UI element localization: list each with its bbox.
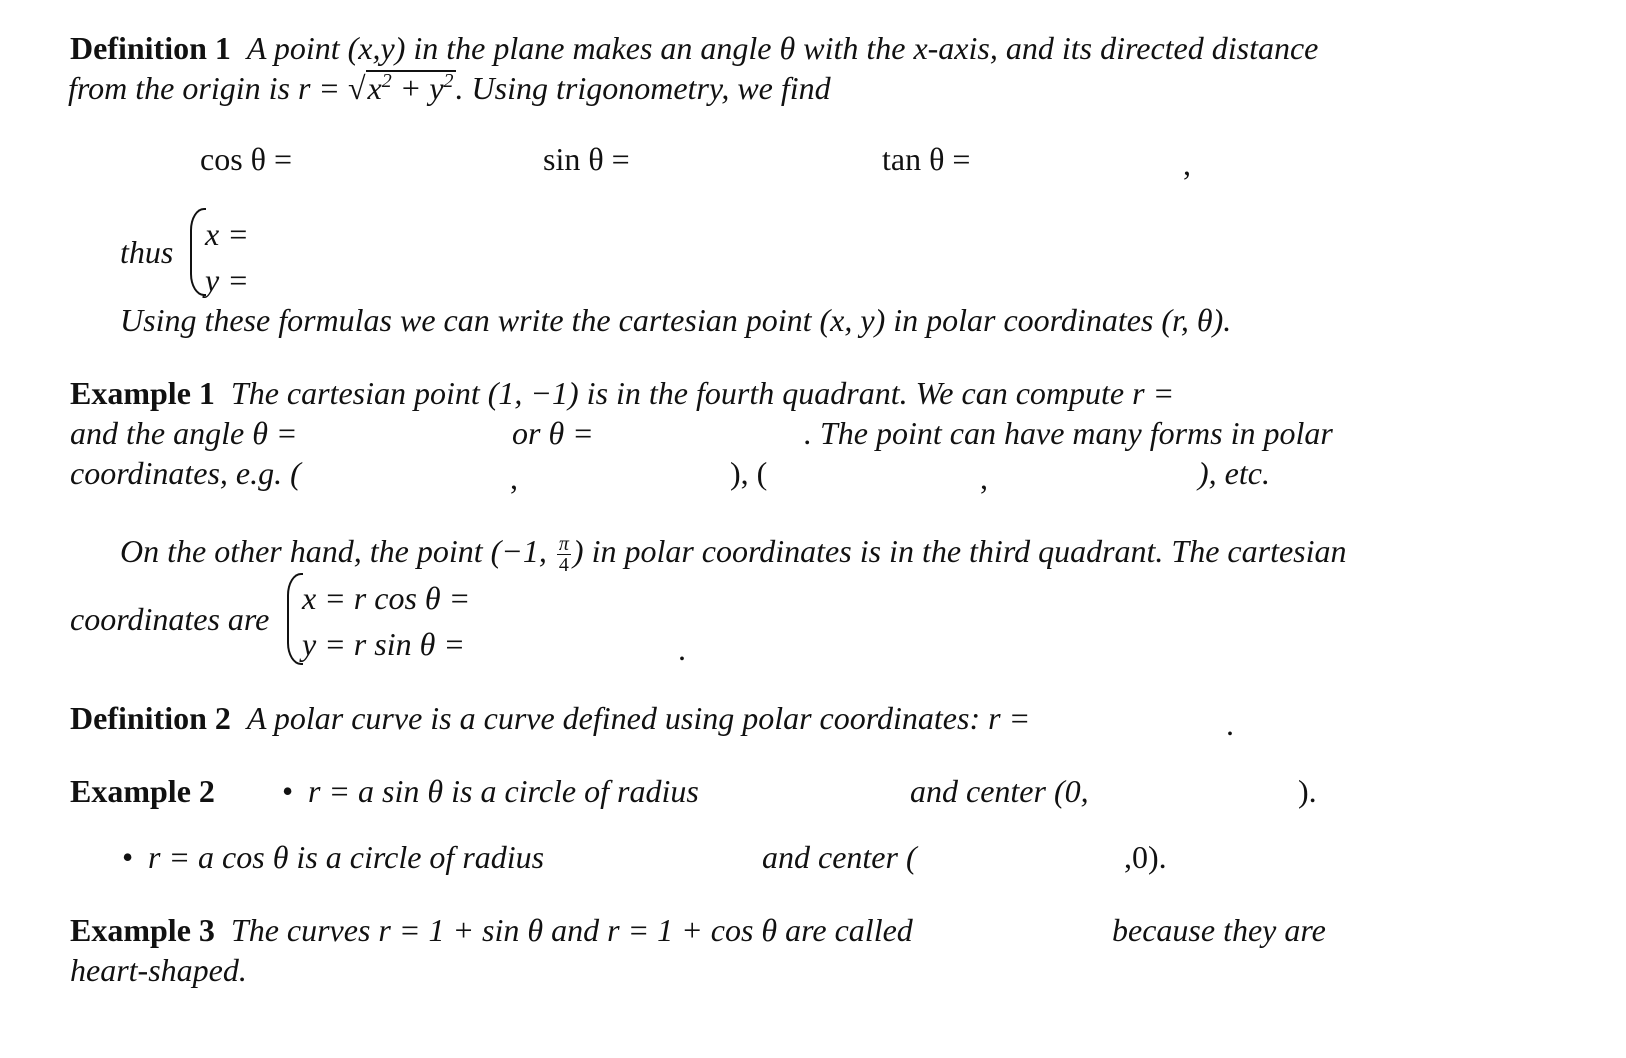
angle-text: and the angle θ = xyxy=(70,415,298,451)
sin-circle-text: r = a sin θ is a circle of radius xyxy=(308,773,699,809)
definition-2-text: A polar curve is a curve defined using polar coordinates: r = xyxy=(246,700,1031,736)
heart-shaped-text: heart-shaped. xyxy=(70,952,247,988)
example-3-line xyxy=(70,914,913,946)
superscript-2b: 2 xyxy=(443,70,454,92)
thus-label: thus xyxy=(120,234,174,270)
etc-text: ), etc. xyxy=(1198,455,1270,491)
example-3-label: Example 3 xyxy=(70,912,215,948)
left-brace-2 xyxy=(287,573,303,665)
fraction-denominator: 4 xyxy=(558,554,569,576)
comma-1: , xyxy=(510,460,518,496)
example-1-period: . xyxy=(678,631,686,667)
close-open-paren: ), ( xyxy=(730,455,768,491)
fraction-numerator: π xyxy=(558,533,569,555)
sin-formula: sin θ = xyxy=(543,141,630,177)
because-text: because they are xyxy=(1112,912,1326,948)
sin-circle-center: and center (0, xyxy=(910,773,1089,809)
y-equals: y = xyxy=(205,262,249,298)
definition-1-line-2 xyxy=(68,70,831,106)
definition-1-label: Definition 1 xyxy=(70,30,231,66)
example-3-text: The curves r = 1 + sin θ and r = 1 + cos θ are called xyxy=(230,912,913,948)
cos-circle-center: and center ( xyxy=(762,839,917,875)
other-hand-suffix: ) in polar coordinates is in the third quadrant. The cartesian xyxy=(572,532,1347,569)
pi-over-4-fraction xyxy=(557,534,571,575)
comma-2: , xyxy=(980,460,988,496)
or-theta-text: or θ = xyxy=(512,415,594,451)
coordinates-eg: coordinates, e.g. ( xyxy=(70,455,301,491)
definition-2-label: Definition 2 xyxy=(70,700,231,736)
trig-intro: . Using trigonometry, we find xyxy=(455,70,831,106)
distance-text: from the origin is r = xyxy=(68,70,340,106)
other-hand-line xyxy=(120,534,1347,575)
cos-formula: cos θ = xyxy=(200,141,293,177)
radical-expression xyxy=(366,70,456,106)
other-hand-prefix: On the other hand, the point (−1, xyxy=(120,532,547,569)
example-1-label: Example 1 xyxy=(70,375,215,411)
definition-1-text-line-1: A point (x,y) in the plane makes an angle θ with the x-axis, and its directed distance xyxy=(246,30,1319,66)
radicand-x: x xyxy=(367,70,382,106)
using-formulas-text: Using these formulas we can write the cartesian point (x, y) in polar coordinates (r, θ). xyxy=(120,302,1232,338)
sin-circle-close: ). xyxy=(1298,773,1317,809)
left-brace xyxy=(190,208,206,296)
coordinates-are-label: coordinates are xyxy=(70,601,270,637)
x-r-cos-line: x = r cos θ = xyxy=(302,580,471,616)
many-forms-text: . The point can have many forms in polar xyxy=(804,415,1333,451)
definition-1-line-1 xyxy=(70,32,1318,64)
bullet-1: • xyxy=(282,773,294,809)
bullet-2: • xyxy=(122,839,134,875)
definition-2-line xyxy=(70,702,1030,734)
cos-circle-close: ,0). xyxy=(1124,839,1167,875)
sqrt-symbol: √ xyxy=(347,70,366,106)
y-r-sin-line: y = r sin θ = xyxy=(302,626,465,662)
example-1-text: The cartesian point (1, −1) is in the fourth quadrant. We can compute r = xyxy=(230,375,1175,411)
cos-circle-text: r = a cos θ is a circle of radius xyxy=(148,839,545,875)
x-equals: x = xyxy=(205,216,249,252)
definition-2-period: . xyxy=(1226,706,1234,742)
example-2-label: Example 2 xyxy=(70,773,215,809)
example-1-line-1 xyxy=(70,377,1174,409)
superscript-2: 2 xyxy=(381,70,392,92)
radicand-plus-y: + y xyxy=(391,70,444,106)
tan-formula: tan θ = xyxy=(882,141,971,177)
formula-comma: , xyxy=(1183,146,1191,182)
